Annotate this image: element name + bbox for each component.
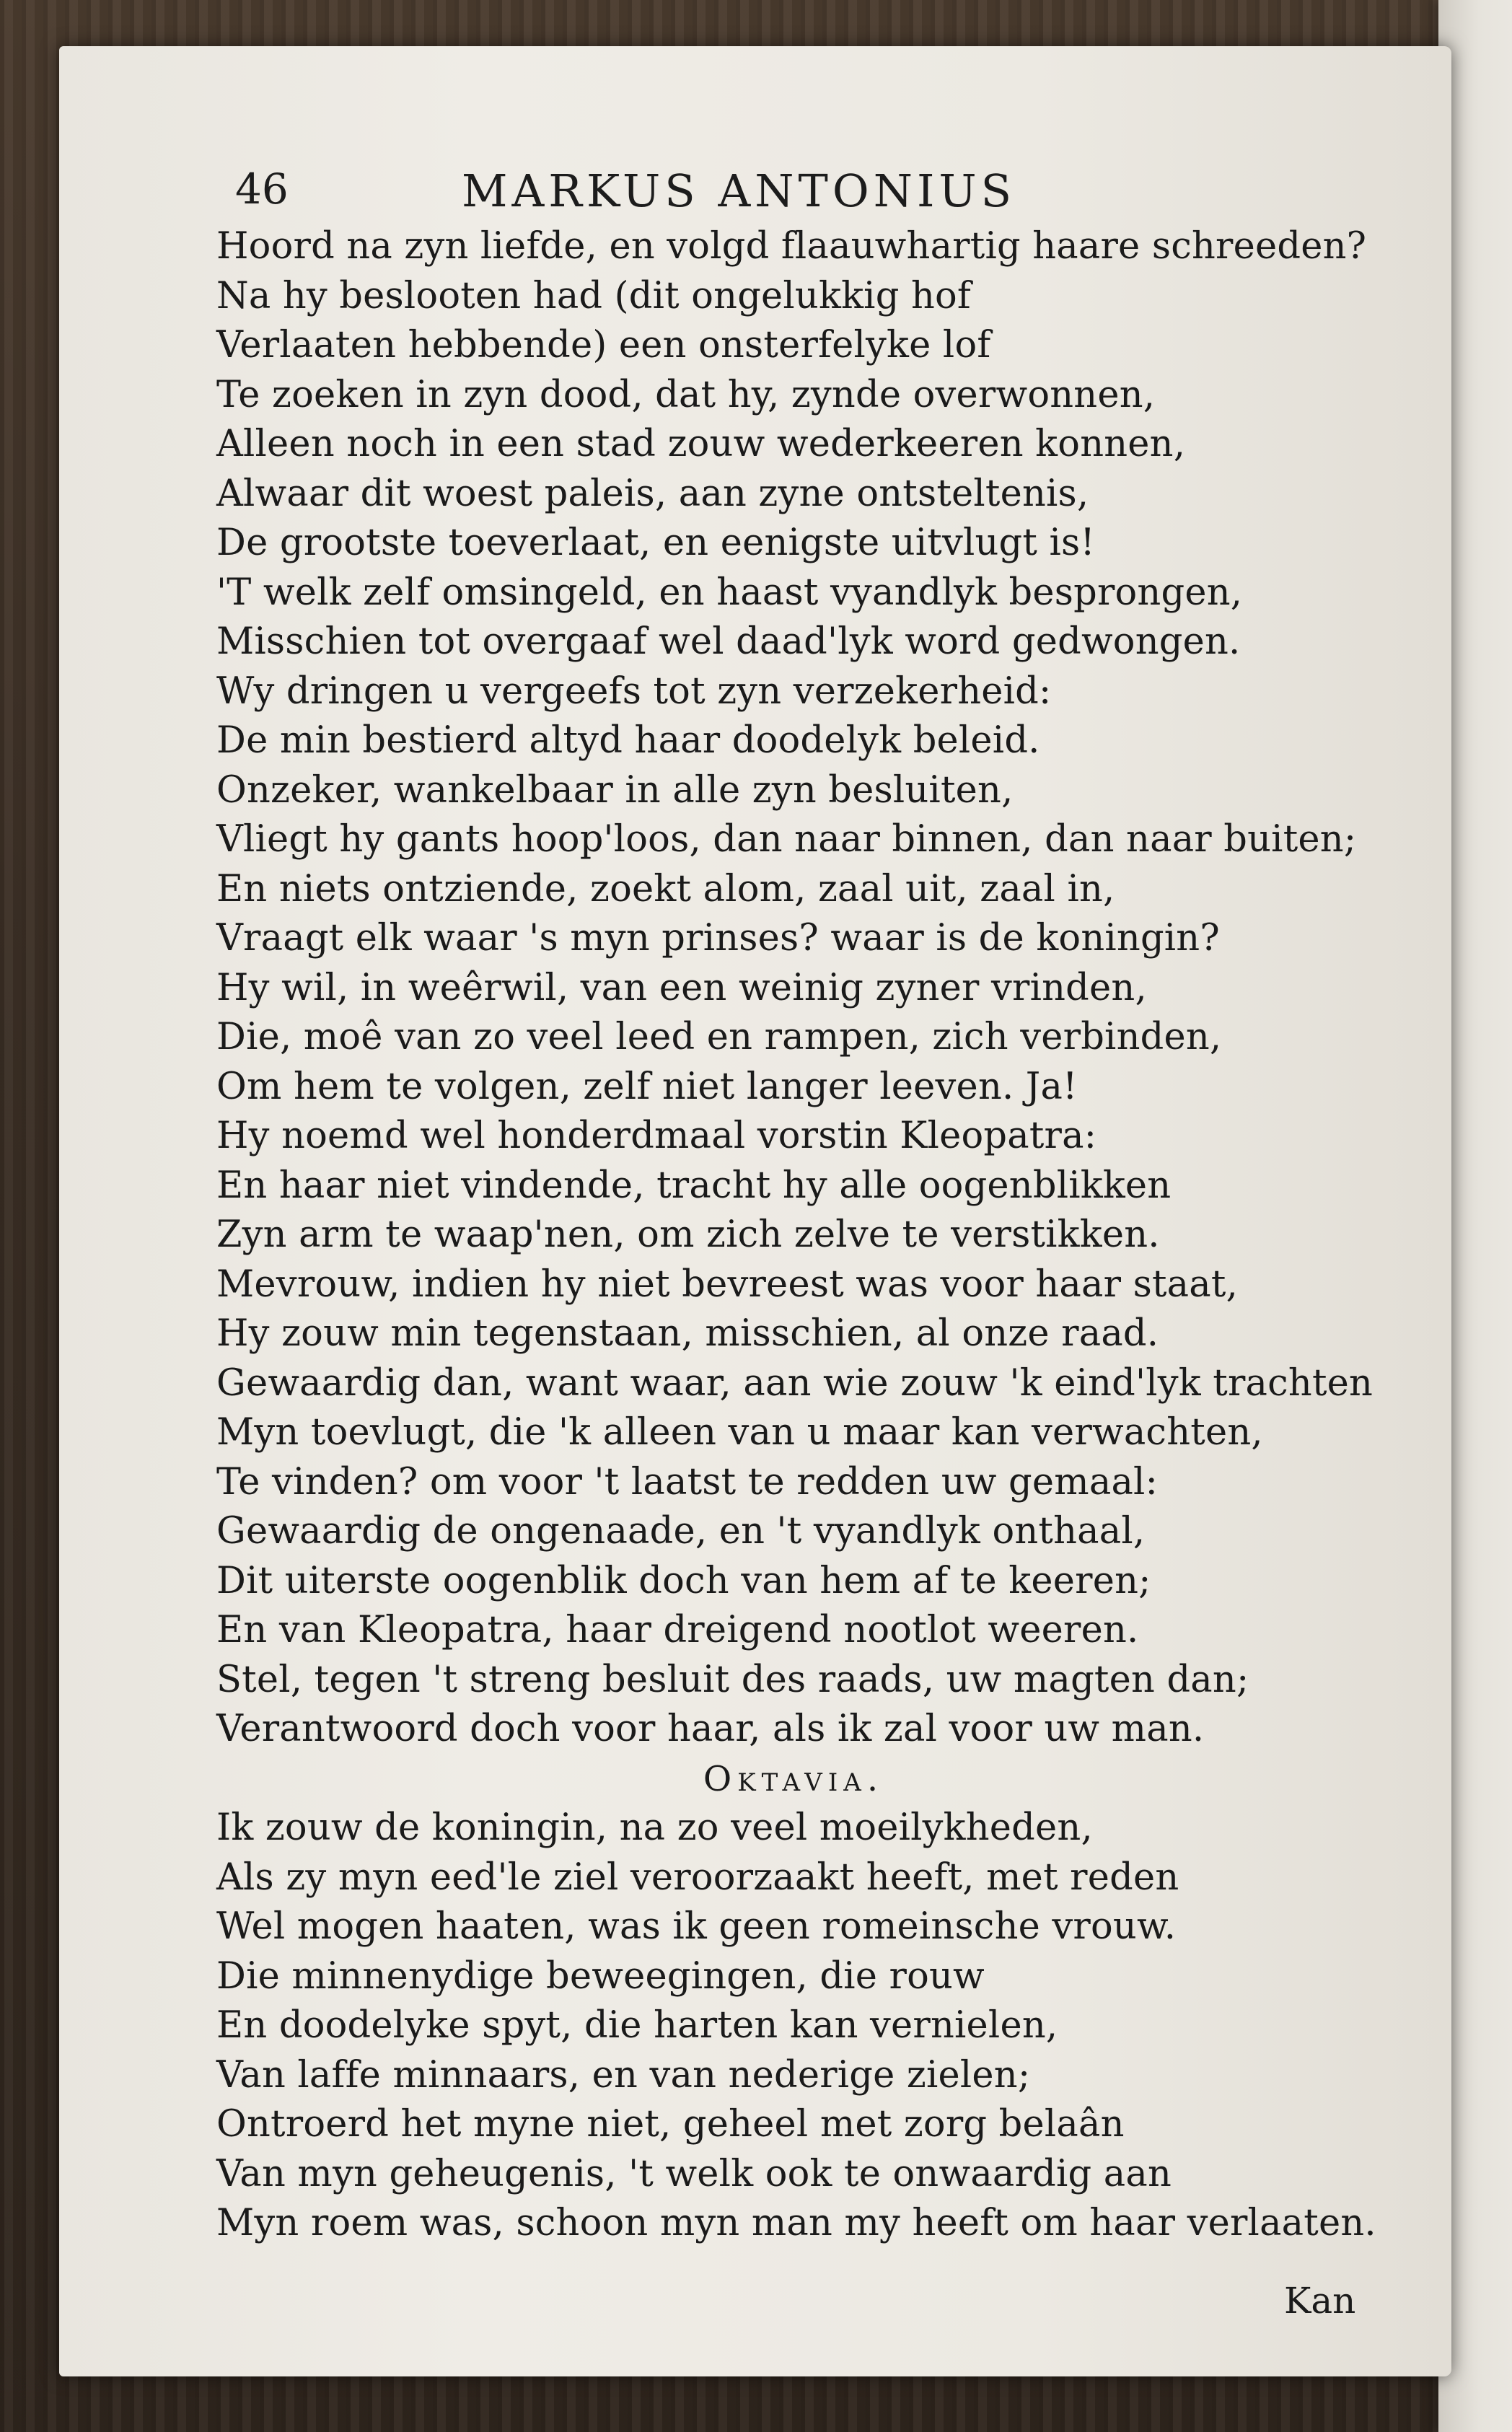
page-header — [235, 164, 1245, 222]
verse-line: Wy dringen u vergeefs tot zyn verzekerheid: — [216, 670, 1052, 713]
speaker-heading: Oktavia. — [703, 1758, 884, 1799]
verse-line: Ontroerd het myne niet, geheel met zorg belaân — [216, 2103, 1125, 2146]
verse-text — [216, 222, 1399, 2249]
verse-line: Vliegt hy gants hoop'loos, dan naar binnen, dan naar buiten; — [216, 818, 1357, 861]
verse-line: Stel, tegen 't streng besluit des raads, uw magten dan; — [216, 1658, 1249, 1701]
running-title: MARKUS ANTONIUS — [462, 164, 1016, 217]
verse-line: En haar niet vindende, tracht hy alle oogenblikken — [216, 1164, 1172, 1207]
verse-line: Myn roem was, schoon myn man my heeft om haar verlaaten. — [216, 2202, 1376, 2244]
verse-line: Te zoeken in zyn dood, dat hy, zynde overwonnen, — [216, 373, 1156, 416]
verse-line: Wel mogen haaten, was ik geen romeinsche vrouw. — [216, 1905, 1177, 1948]
verse-line: De min bestierd altyd haar doodelyk beleid. — [216, 719, 1040, 762]
verse-line: Dit uiterste oogenblik doch van hem af te keeren; — [216, 1559, 1151, 1602]
verse-line: Ik zouw de koningin, na zo veel moeilykheden, — [216, 1807, 1093, 1849]
verse-line: Zyn arm te waap'nen, om zich zelve te verstikken. — [216, 1213, 1160, 1256]
verse-line: Vraagt elk waar 's myn prinses? waar is de koningin? — [216, 917, 1220, 960]
verse-line: En doodelyke spyt, die harten kan vernielen, — [216, 2004, 1058, 2047]
verse-line: Te vinden? om voor 't laatst te redden uw gemaal: — [216, 1460, 1158, 1503]
verse-line: Onzeker, wankelbaar in alle zyn besluiten, — [216, 768, 1014, 812]
verse-line: Die, moê van zo veel leed en rampen, zich verbinden, — [216, 1016, 1222, 1058]
verse-line: Mevrouw, indien hy niet bevreest was voor haar staat, — [216, 1263, 1238, 1306]
verse-line: Hy zouw min tegenstaan, misschien, al onze raad. — [216, 1312, 1159, 1355]
verse-line: De grootste toeverlaat, en eenigste uitvlugt is! — [216, 522, 1096, 564]
verse-line: Om hem te volgen, zelf niet langer leeven. Ja! — [216, 1065, 1078, 1108]
verse-line: Van myn geheugenis, 't welk ook te onwaardig aan — [216, 2152, 1172, 2195]
verse-line: En niets ontziende, zoekt alom, zaal uit, zaal in, — [216, 867, 1115, 910]
catchword: Kan — [1284, 2280, 1356, 2322]
verse-line: En van Kleopatra, haar dreigend nootlot weeren. — [216, 1609, 1139, 1651]
verse-line: Hy noemd wel honderdmaal vorstin Kleopatra: — [216, 1115, 1097, 1157]
verse-line: Alleen noch in een stad zouw wederkeeren konnen, — [216, 423, 1186, 465]
verse-line: Myn toevlugt, die 'k alleen van u maar kan verwachten, — [216, 1411, 1263, 1454]
verse-line: Na hy beslooten had (dit ongelukkig hof — [216, 274, 971, 317]
verse-line: Die minnenydige beweegingen, die rouw — [216, 1954, 985, 1998]
verse-line: Verlaaten hebbende) een onsterfelyke lof — [216, 324, 991, 366]
verse-line: 'T welk zelf omsingeld, en haast vyandlyk besprongen, — [216, 571, 1243, 614]
verse-line: Alwaar dit woest paleis, aan zyne ontsteltenis, — [216, 472, 1089, 515]
verse-line: Verantwoord doch voor haar, als ik zal voor uw man. — [216, 1708, 1205, 1750]
verse-line: Hoord na zyn liefde, en volgd flaauwhartig haare schreeden? — [216, 225, 1367, 268]
verse-line: Hy wil, in weêrwil, van een weinig zyner vrinden, — [216, 966, 1147, 1009]
verse-line: Van laffe minnaars, en van nederige zielen; — [216, 2053, 1031, 2097]
verse-line: Gewaardig de ongenaade, en 't vyandlyk onthaal, — [216, 1510, 1146, 1553]
page-number: 46 — [235, 164, 289, 214]
verse-line: Gewaardig dan, want waar, aan wie zouw 'k eind'lyk trachten — [216, 1361, 1373, 1405]
verse-line: Als zy myn eed'le ziel veroorzaakt heeft, met reden — [216, 1856, 1179, 1899]
verse-line: Misschien tot overgaaf wel daad'lyk word gedwongen. — [216, 620, 1241, 663]
